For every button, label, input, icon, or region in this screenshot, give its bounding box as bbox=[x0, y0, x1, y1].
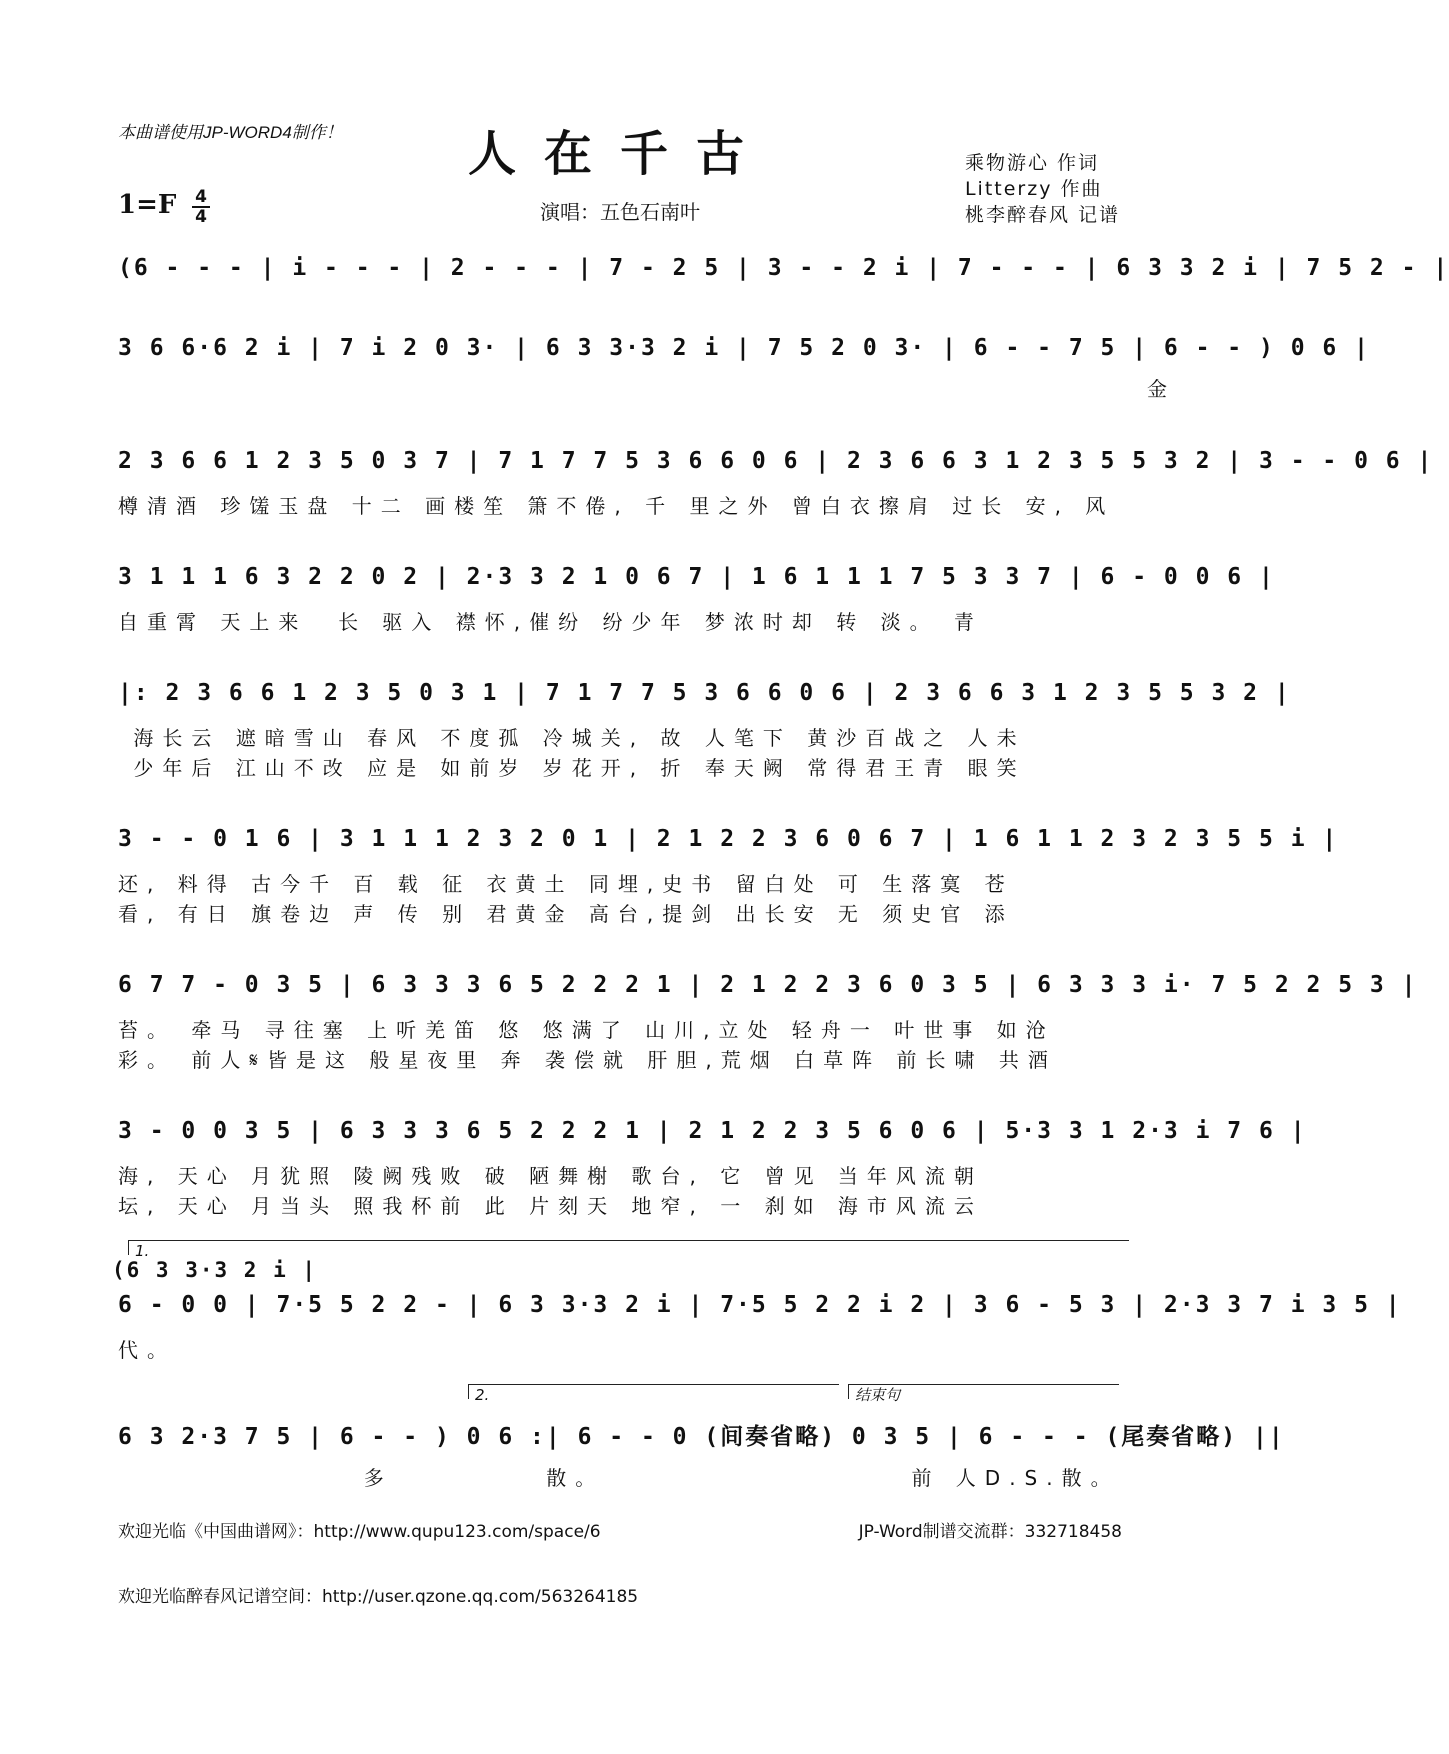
song-title: 人在千古 bbox=[467, 126, 772, 182]
lyric-line-7b: 彩。 前人𝄋皆是这 般星夜里 奔 袭偿就 肝胆,荒烟 白草阵 前长啸 共酒 bbox=[118, 1048, 1057, 1072]
volta-bracket-1 bbox=[128, 1240, 1129, 1260]
time-bottom: 4 bbox=[195, 207, 207, 227]
key-signature: 1=F bbox=[118, 190, 177, 220]
footer-group: JP-Word制谱交流群：332718458 bbox=[858, 1522, 1122, 1542]
score-line-8: 3 - 0 0 3 5 | 6 3 3 3 6 5 2 2 2 1 | 2 1 2 2 3 5 6 0 6 | 5·3 3 1 2·3 i 7 6 | bbox=[118, 1118, 1307, 1144]
score-line-3: 2 3 6 6 1 2 3 5 0 3 7 | 7 1 7 7 5 3 6 6 0 6 | 2 3 6 6 3 1 2 3 5 5 3 2 | 3 - - 0 6 | bbox=[118, 448, 1434, 474]
lyric-line-10: 多 散。 前 人D.S.散。 bbox=[118, 1466, 1120, 1490]
score-line-1: (6 - - - | i - - - | 2 - - - | 7 - 2 5 | 3 - - 2 i | 7 - - - | 6 3 3 2 i | 7 5 2 - | bbox=[118, 255, 1449, 281]
footer-site: 欢迎光临《中国曲谱网》：http://www.qupu123.com/space/6 bbox=[118, 1522, 601, 1542]
score-line-5: |: 2 3 6 6 1 2 3 5 0 3 1 | 7 1 7 7 5 3 6 6 0 6 | 2 3 6 6 3 1 2 3 5 5 3 2 | bbox=[118, 680, 1291, 706]
lyric-line-9: 代。 bbox=[118, 1338, 176, 1362]
volta-bracket-2 bbox=[468, 1384, 839, 1404]
score-line-6: 3 - - 0 1 6 | 3 1 1 1 2 3 2 0 1 | 2 1 2 2 3 6 0 6 7 | 1 6 1 1 2 3 2 3 5 5 i | bbox=[118, 826, 1339, 852]
time-top: 4 bbox=[192, 188, 210, 208]
software-note: 本曲谱使用JP-WORD4制作！ bbox=[118, 123, 343, 142]
credits bbox=[965, 150, 1120, 228]
lyric-line-3: 樽清酒 珍馐玉盘 十二 画楼笙 箫不倦, 千 里之外 曾白衣擦肩 过长 安, 风 bbox=[118, 494, 1115, 518]
lyric-line-7a: 苔。 牵马 寻往塞 上听羌笛 悠 悠满了 山川,立处 轻舟一 叶世事 如沧 bbox=[118, 1018, 1055, 1042]
ending-bracket bbox=[848, 1384, 1119, 1404]
transcriber: 桃李醉春风 记谱 bbox=[964, 204, 1120, 226]
score-line-2: 3 6 6·6 2 i | 7 i 2 0 3· | 6 3 3·3 2 i | 7 5 2 0 3· | 6 - - 7 5 | 6 - - ) 0 6 | bbox=[118, 335, 1370, 361]
lyric-line-4: 自重霄 天上来 长 驱入 襟怀,催纷 纷少年 梦浓时却 转 淡。 青 bbox=[118, 610, 983, 634]
singer: 演唱：五色石南叶 bbox=[540, 200, 700, 224]
lyricist: 乘物游心 作词 bbox=[964, 152, 1099, 174]
volta-label-2: 2. bbox=[475, 1386, 490, 1404]
lyric-line-6a: 还, 料得 古今千 百 载 征 衣黄土 同埋,史书 留白处 可 生落寞 苍 bbox=[118, 872, 1014, 896]
score-line-9: 6 - 0 0 | 7·5 5 2 2 - | 6 3 3·3 2 i | 7·5 5 2 2 i 2 | 3 6 - 5 3 | 2·3 3 7 i 3 5 | bbox=[118, 1292, 1402, 1318]
alt-notes: (6 3 3·3 2 i | bbox=[112, 1258, 318, 1282]
footer-space: 欢迎光临醉春风记谱空间：http://user.qzone.qq.com/563264185 bbox=[118, 1587, 639, 1607]
score-line-10: 6 3 2·3 7 5 | 6 - - ) 0 6 :| 6 - - 0 (间奏省略) 0 3 5 | 6 - - - (尾奏省略) || bbox=[118, 1424, 1285, 1450]
lyric-line-8b: 坛, 天心 月当头 照我杯前 此 片刻天 地窄, 一 刹如 海市风流云 bbox=[118, 1194, 983, 1218]
ending-label: 结束句 bbox=[855, 1386, 901, 1404]
lyric-line-6b: 看, 有日 旗卷边 声 传 别 君黄金 高台,提剑 出长安 无 须史官 添 bbox=[118, 902, 1014, 926]
score-line-7: 6 7 7 - 0 3 5 | 6 3 3 3 6 5 2 2 2 1 | 2 1 2 2 3 6 0 3 5 | 6 3 3 3 i· 7 5 2 2 5 3 | bbox=[118, 972, 1418, 998]
lyric-line-8a: 海, 天心 月犹照 陵阙残败 破 陋舞榭 歌台, 它 曾见 当年风流朝 bbox=[118, 1164, 983, 1188]
composer: Litterzy 作曲 bbox=[964, 178, 1103, 200]
lyric-line-5b: 少年后 江山不改 应是 如前岁 岁花开, 折 奉天阙 常得君王青 眼笑 bbox=[118, 756, 1026, 780]
volta-label-1: 1. bbox=[135, 1242, 150, 1260]
lyric-line-5a: 海长云 遮暗雪山 春风 不度孤 冷城关, 故 人笔下 黄沙百战之 人未 bbox=[118, 726, 1026, 750]
lyric-line-2: 金 bbox=[118, 377, 1176, 401]
score-line-4: 3 1 1 1 6 3 2 2 0 2 | 2·3 3 2 1 0 6 7 | 1 6 1 1 1 7 5 3 3 7 | 6 - 0 0 6 | bbox=[118, 564, 1275, 590]
